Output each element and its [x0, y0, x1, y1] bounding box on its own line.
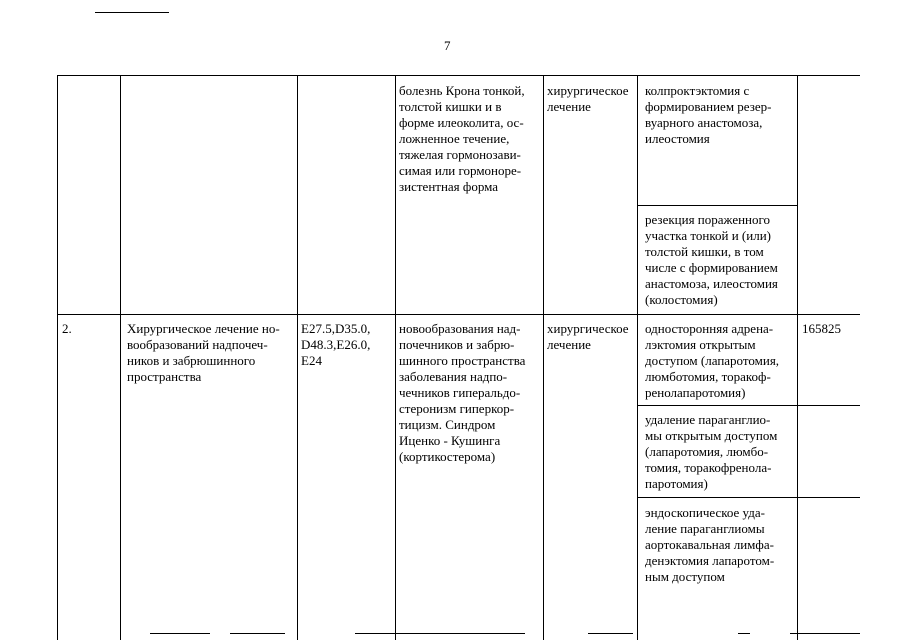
row-2-treatment: хирургическое лечение: [547, 321, 629, 352]
bottom-fragment: [230, 633, 285, 634]
top-rule: [95, 12, 169, 13]
row-2-method-3: эндоскопическое уда- ление параганглиомы аортокавальная лимфа- денэктомия лапаротом- ным доступом: [645, 505, 775, 584]
col-border-0: [57, 75, 58, 640]
table-top-border: [57, 75, 860, 76]
bottom-fragment: [738, 633, 750, 634]
row-1-diagnosis: болезнь Крона тонкой, толстой кишки и в форме илеоколита, ос- ложненное течение, тяжелая гормонозави- симая или гормоноре- зистентная форма: [399, 83, 525, 194]
row-1-method-2: резекция пораженного участка тонкой и (или) толстой кишки, в том числе с формированием анастомоза, илеостомия (колостомия): [645, 212, 778, 307]
col-border-2: [297, 75, 298, 640]
col-border-6b: [797, 314, 798, 640]
page-number: 7: [444, 38, 451, 53]
col-border-1: [120, 75, 121, 640]
row-2-diagnosis: новообразования над- почечников и забрю- шинного пространства заболевания надпо- чечников гиперальдо- стеронизм гиперкор- тицизм. Синдром Иценко - Кушинга (кортикостерома): [399, 321, 526, 464]
row-2-method-2: удаление параганглио- мы открытым доступом (лапаротомия, люмбо- томия, торакофренола- паротомия): [645, 412, 778, 491]
row-1-method-divider: [637, 205, 797, 206]
row-2-codes: E27.5,D35.0, D48.3,E26.0, E24: [301, 321, 371, 368]
col-border-3: [395, 75, 396, 640]
bottom-fragment: [150, 633, 210, 634]
row-2-name: Хирургическое лечение но- вообразований надпочеч- ников и забрюшинного пространства: [127, 321, 280, 384]
row-2-cost: 165825: [802, 321, 841, 336]
row-2-number: 2.: [62, 321, 72, 336]
col-border-6a: [797, 75, 798, 315]
col-border-5: [637, 75, 638, 640]
row-2-method-divider-2: [637, 497, 860, 498]
row-1-treatment: хирургическое лечение: [547, 83, 629, 114]
col-border-4: [543, 75, 544, 640]
row-2-method-divider-1: [637, 405, 860, 406]
bottom-fragment: [790, 633, 860, 634]
bottom-fragment: [355, 633, 525, 634]
row-1-method-1: колпроктэктомия с формированием резер- вуарного анастомоза, илеостомия: [645, 83, 772, 146]
bottom-fragment: [588, 633, 633, 634]
row-2-method-1: односторонняя адрена- лэктомия открытым доступом (лапаротомия, люмботомия, торакоф- ренолапаротомия): [645, 321, 780, 400]
row-divider: [57, 314, 860, 315]
